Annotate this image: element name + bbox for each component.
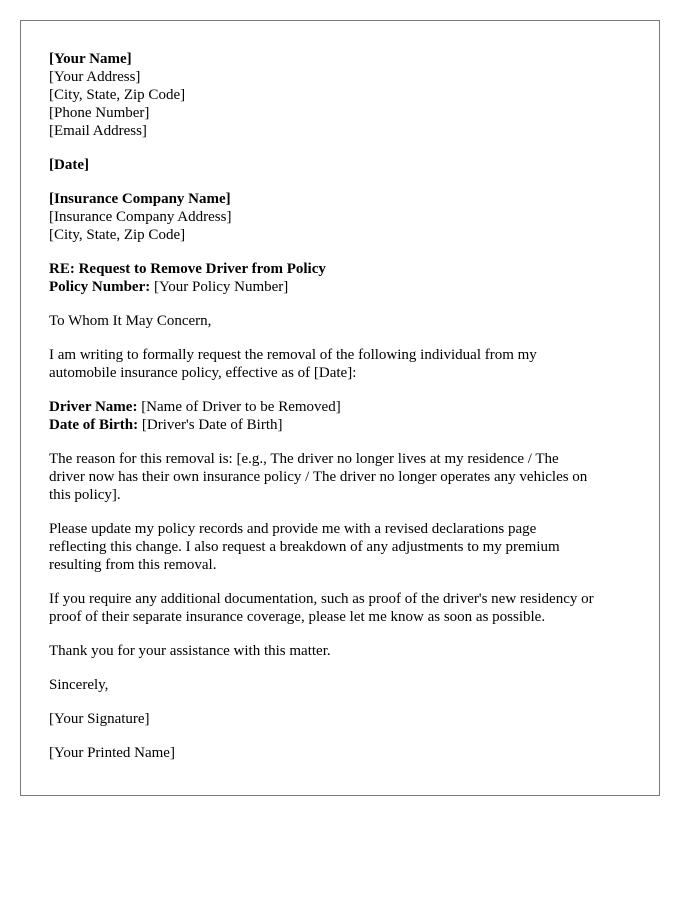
reason-line-3: this policy].	[49, 487, 121, 503]
reason-line-2: driver now has their own insurance policy / The driver no longer operates any vehicles on	[49, 469, 588, 485]
update-line-1: Please update my policy records and provide me with a revised declarations page	[49, 521, 537, 537]
printed-name-text: [Your Printed Name]	[49, 745, 175, 761]
letter-date: [Date]	[49, 157, 89, 173]
intro-line-1: I am writing to formally request the removal of the following individual from my	[49, 347, 537, 363]
driver-dob-label: Date of Birth:	[49, 417, 139, 433]
sender-name: [Your Name]	[49, 51, 132, 67]
thanks-paragraph	[49, 642, 631, 660]
driver-name-label: Driver Name:	[49, 399, 138, 415]
update-line-3: resulting from this removal.	[49, 557, 217, 573]
update-paragraph	[49, 520, 631, 574]
salutation-text: To Whom It May Concern,	[49, 313, 212, 329]
printed-name-block	[49, 744, 631, 762]
policy-number-value: [Your Policy Number]	[153, 279, 289, 295]
policy-number-label: Policy Number:	[49, 279, 151, 295]
reason-line-1: The reason for this removal is: [e.g., The driver no longer lives at my residence / The	[49, 451, 559, 467]
sender-city-state-zip: [City, State, Zip Code]	[49, 87, 186, 103]
salutation	[49, 312, 631, 330]
subject-line: RE: Request to Remove Driver from Policy	[49, 261, 326, 277]
closing-block	[49, 676, 631, 694]
driver-name-value: [Name of Driver to be Removed]	[141, 399, 341, 415]
driver-name-line	[49, 398, 631, 416]
intro-paragraph	[49, 346, 631, 382]
date-block	[49, 156, 631, 174]
documentation-paragraph	[49, 590, 631, 626]
update-line-2: reflecting this change. I also request a breakdown of any adjustments to my premium	[49, 539, 560, 555]
driver-dob-line	[49, 416, 631, 434]
driver-block	[49, 398, 631, 434]
closing-text: Sincerely,	[49, 677, 109, 693]
driver-dob-value: [Driver's Date of Birth]	[141, 417, 283, 433]
signature-block	[49, 710, 631, 728]
intro-line-2: automobile insurance policy, effective as of [Date]:	[49, 365, 357, 381]
subject-block	[49, 260, 631, 296]
sender-email: [Email Address]	[49, 123, 147, 139]
signature-text: [Your Signature]	[49, 711, 150, 727]
recipient-city-state-zip: [City, State, Zip Code]	[49, 227, 186, 243]
sender-block	[49, 50, 631, 140]
sender-phone: [Phone Number]	[49, 105, 150, 121]
thanks-text: Thank you for your assistance with this matter.	[49, 643, 331, 659]
letter-page	[20, 20, 660, 796]
documentation-line-2: proof of their separate insurance coverage, please let me know as soon as possible.	[49, 609, 546, 625]
recipient-company: [Insurance Company Name]	[49, 191, 231, 207]
sender-address: [Your Address]	[49, 69, 141, 85]
documentation-line-1: If you require any additional documentation, such as proof of the driver's new residency or	[49, 591, 594, 607]
recipient-address: [Insurance Company Address]	[49, 209, 232, 225]
reason-paragraph	[49, 450, 631, 504]
policy-number-line	[49, 278, 631, 296]
recipient-block	[49, 190, 631, 244]
